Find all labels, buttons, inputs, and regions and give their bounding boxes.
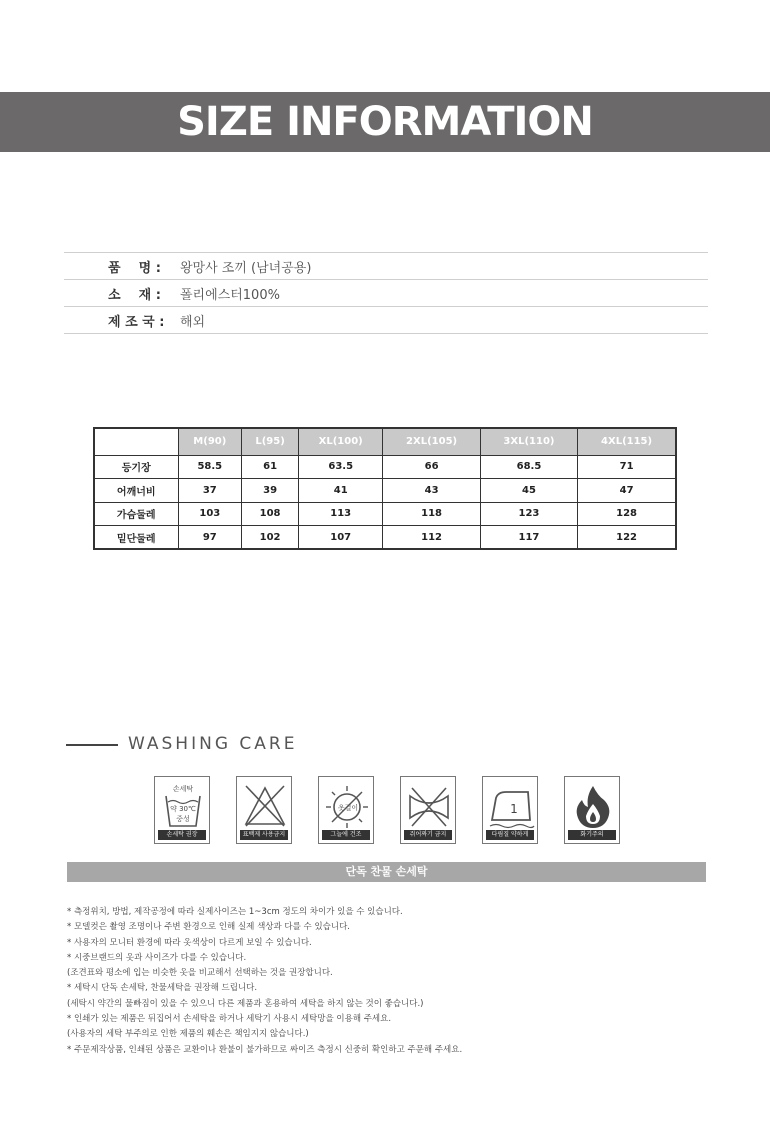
table-cell: 45: [480, 479, 577, 503]
no-bleach-icon: [236, 776, 292, 844]
table-cell: 102: [242, 526, 299, 550]
care-icons: [154, 776, 620, 844]
table-cell: 61: [242, 455, 299, 479]
notice-title: 단독 찬물 손세탁: [67, 862, 706, 882]
table-cell: 66: [383, 455, 480, 479]
note-line: (조견표와 평소에 입는 비슷한 옷을 비교해서 선택하는 것을 권장합니다.: [67, 968, 333, 979]
table-cell: 123: [480, 502, 577, 526]
care-notes: [67, 905, 707, 1058]
note-line: (사용자의 세탁 부주의로 인한 제품의 훼손은 책임지지 않습니다.): [67, 1029, 309, 1040]
table-cell: 103: [178, 502, 242, 526]
spec-label: 소 재 :: [108, 287, 161, 303]
table-cell: 113: [299, 502, 383, 526]
table-cell: 71: [578, 455, 676, 479]
table-row: [94, 455, 676, 479]
flame-icon: [564, 776, 620, 844]
note-line: (세탁시 약간의 물빠짐이 있을 수 있으니 다른 제품과 혼용하여 세탁을 하지 않는 것이 좋습니다.): [67, 998, 424, 1009]
size-header: 2XL(105): [383, 428, 480, 455]
table-cell: 97: [178, 526, 242, 550]
table-cell: 63.5: [299, 455, 383, 479]
table-cell: 68.5: [480, 455, 577, 479]
spec-row-name: [64, 253, 708, 280]
table-cell: 118: [383, 502, 480, 526]
note-line: * 세탁시 단독 손세탁, 찬물세탁을 권장해 드립니다.: [67, 983, 258, 994]
hand-wash-temp: 약 30℃: [170, 805, 196, 813]
washing-care-divider: [66, 744, 118, 746]
size-header: L(95): [242, 428, 299, 455]
icon-caption: 다림질 약하게: [486, 830, 534, 840]
table-cell: 37: [178, 479, 242, 503]
size-header: 4XL(115): [578, 428, 676, 455]
size-header: XL(100): [299, 428, 383, 455]
size-info-banner: [0, 92, 770, 152]
note-line: * 측정위치, 방법, 제작공정에 따라 실제사이즈는 1~3cm 정도의 차이가 있을 수 있습니다.: [67, 907, 403, 917]
note-line: * 주문제작상품, 인쇄된 상품은 교환이나 환불이 불가하므로 싸이즈 측정시 신중히 확인하고 주문해 주세요.: [67, 1044, 463, 1055]
size-header: M(90): [178, 428, 242, 455]
size-header: 3XL(110): [480, 428, 577, 455]
row-label: 어깨너비: [94, 479, 178, 503]
note-line: * 사용자의 모니터 환경에 따라 옷색상이 다르게 보일 수 있습니다.: [67, 937, 312, 948]
no-wring-icon: [400, 776, 456, 844]
spec-value: 왕망사 조끼 (남녀공용): [180, 260, 312, 276]
washing-care-title: WASHING CARE: [128, 734, 298, 754]
table-cell: 108: [242, 502, 299, 526]
low-iron-icon: [482, 776, 538, 844]
table-cell: 39: [242, 479, 299, 503]
table-cell: 43: [383, 479, 480, 503]
shade-dry-icon: [318, 776, 374, 844]
table-cell: 47: [578, 479, 676, 503]
spec-value: 해외: [180, 314, 206, 330]
product-spec: [64, 252, 708, 334]
table-cell: 107: [299, 526, 383, 550]
table-cell: 58.5: [178, 455, 242, 479]
row-label: 가슴둘레: [94, 502, 178, 526]
shade-dry-text: 옷걸이: [337, 804, 359, 812]
spec-label: 품 명 :: [108, 260, 161, 276]
size-table: [93, 427, 677, 550]
table-corner: [94, 428, 178, 455]
table-cell: 112: [383, 526, 480, 550]
icon-caption: 그늘에 건조: [322, 830, 370, 840]
row-label: 밑단둘레: [94, 526, 178, 550]
hand-wash-text: 손세탁: [172, 785, 194, 793]
table-cell: 122: [578, 526, 676, 550]
note-line: * 모델컷은 촬영 조명이나 주변 환경으로 인해 실제 색상과 다를 수 있습니다.: [67, 922, 351, 933]
table-row: [94, 479, 676, 503]
hand-wash-icon: [154, 776, 210, 844]
spec-row-origin: [64, 307, 708, 334]
hand-wash-detergent: 중성: [176, 815, 190, 823]
table-cell: 41: [299, 479, 383, 503]
icon-caption: 손세탁 권장: [158, 830, 206, 840]
spec-label: 제 조 국 :: [108, 314, 165, 330]
icon-caption: 표백제 사용금지: [240, 830, 288, 840]
iron-level-text: 1: [510, 802, 518, 816]
note-line: * 시중브랜드의 옷과 사이즈가 다를 수 있습니다.: [67, 952, 247, 963]
table-row: [94, 526, 676, 550]
banner-title: SIZE INFORMATION: [177, 99, 593, 145]
icon-caption: 쥐어짜기 금지: [404, 830, 452, 840]
icon-caption: 화기주의: [568, 830, 616, 840]
table-cell: 117: [480, 526, 577, 550]
table-row: [94, 502, 676, 526]
row-label: 등기장: [94, 455, 178, 479]
table-cell: 128: [578, 502, 676, 526]
spec-row-material: [64, 280, 708, 307]
spec-value: 폴리에스터100%: [180, 287, 280, 303]
note-line: * 인쇄가 있는 제품은 뒤집어서 손세탁을 하거나 세탁기 사용시 세탁망을 이용해 주세요.: [67, 1014, 392, 1025]
size-header-row: [94, 428, 676, 455]
